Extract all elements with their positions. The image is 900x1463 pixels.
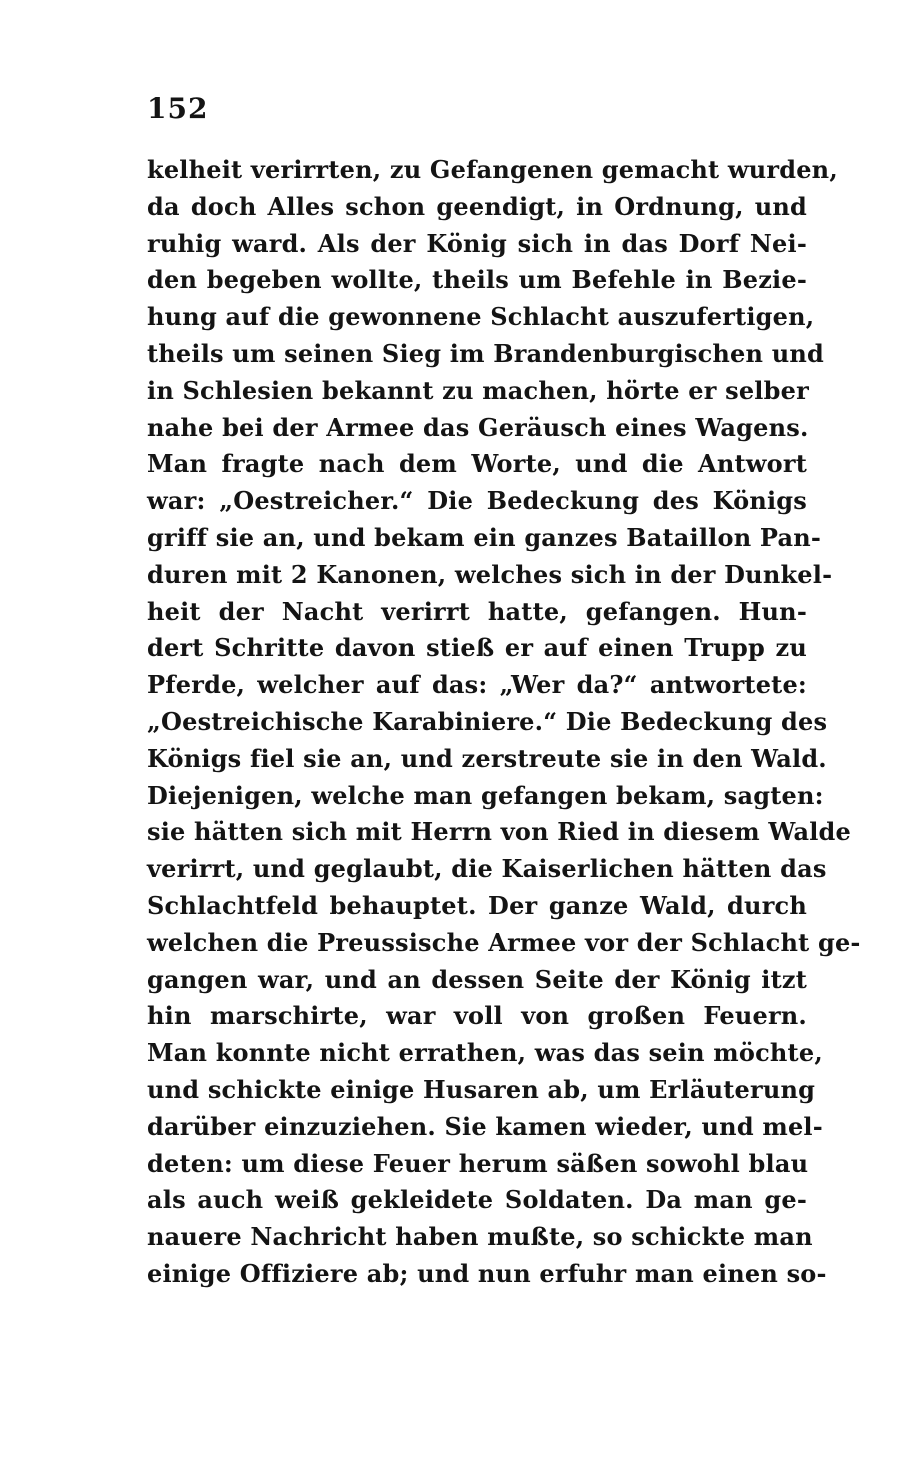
text-line: nahe bei der Armee das Geräusch eines Wagens. xyxy=(147,412,809,442)
page-number: 152 xyxy=(147,92,209,125)
text-line: Diejenigen, welche man gefangen bekam, sagten: xyxy=(147,780,824,810)
text-line: als auch weiß gekleidete Soldaten. Da man ge- xyxy=(147,1185,807,1215)
text-line: ruhig ward. Als der König sich in das Dorf Nei- xyxy=(147,228,807,258)
text-line: griff sie an, und bekam ein ganzes Bataillon Pan- xyxy=(147,522,822,552)
text-line: in Schlesien bekannt zu machen, hörte er selber xyxy=(147,375,809,405)
text-line: Man konnte nicht errathen, was das sein möchte, xyxy=(147,1038,823,1068)
text-line: Königs fiel sie an, und zerstreute sie in den Wald. xyxy=(147,743,827,773)
text-line: gangen war, und an dessen Seite der König itzt xyxy=(147,964,807,994)
text-line: verirrt, und geglaubt, die Kaiserlichen hätten das xyxy=(147,854,827,884)
text-line: den begeben wollte, theils um Befehle in Bezie- xyxy=(147,265,807,295)
text-line: kelheit verirrten, zu Gefangenen gemacht wurden, xyxy=(147,155,838,184)
text-line: war: „Oestreicher.“ Die Bedeckung des Königs xyxy=(147,486,807,516)
text-line: heit der Nacht verirrt hatte, gefangen. Hun- xyxy=(147,596,807,626)
text-line: dert Schritte davon stieß er auf einen Trupp zu xyxy=(147,633,807,663)
text-line: deten: um diese Feuer herum säßen sowohl blau xyxy=(147,1148,809,1178)
text-line: Pferde, welcher auf das: „Wer da?“ antwortete: xyxy=(147,670,807,700)
text-line: welchen die Preussische Armee vor der Schlacht ge- xyxy=(147,927,861,957)
body-text xyxy=(147,152,861,1293)
text-line: hin marschirte, war voll von großen Feuern. xyxy=(147,1001,807,1031)
text-line: nauere Nachricht haben mußte, so schickte man xyxy=(147,1222,813,1252)
text-line: hung auf die gewonnene Schlacht auszufertigen, xyxy=(147,302,815,332)
text-line: einige Offiziere ab; und nun erfuhr man einen so- xyxy=(147,1258,827,1288)
text-line: darüber einzuziehen. Sie kamen wieder, und mel- xyxy=(147,1111,823,1141)
text-line: sie hätten sich mit Herrn von Ried in diesem Walde xyxy=(147,817,851,847)
text-line: duren mit 2 Kanonen, welches sich in der Dunkel- xyxy=(147,559,833,589)
text-line: „Oestreichische Karabiniere.“ Die Bedeckung des xyxy=(147,706,828,736)
text-line: theils um seinen Sieg im Brandenburgischen und xyxy=(147,338,824,368)
text-line: und schickte einige Husaren ab, um Erläuterung xyxy=(147,1074,816,1104)
text-line: Man fragte nach dem Worte, und die Antwort xyxy=(147,449,807,479)
text-line: da doch Alles schon geendigt, in Ordnung, und xyxy=(147,191,807,221)
text-line: Schlachtfeld behauptet. Der ganze Wald, durch xyxy=(147,890,807,920)
